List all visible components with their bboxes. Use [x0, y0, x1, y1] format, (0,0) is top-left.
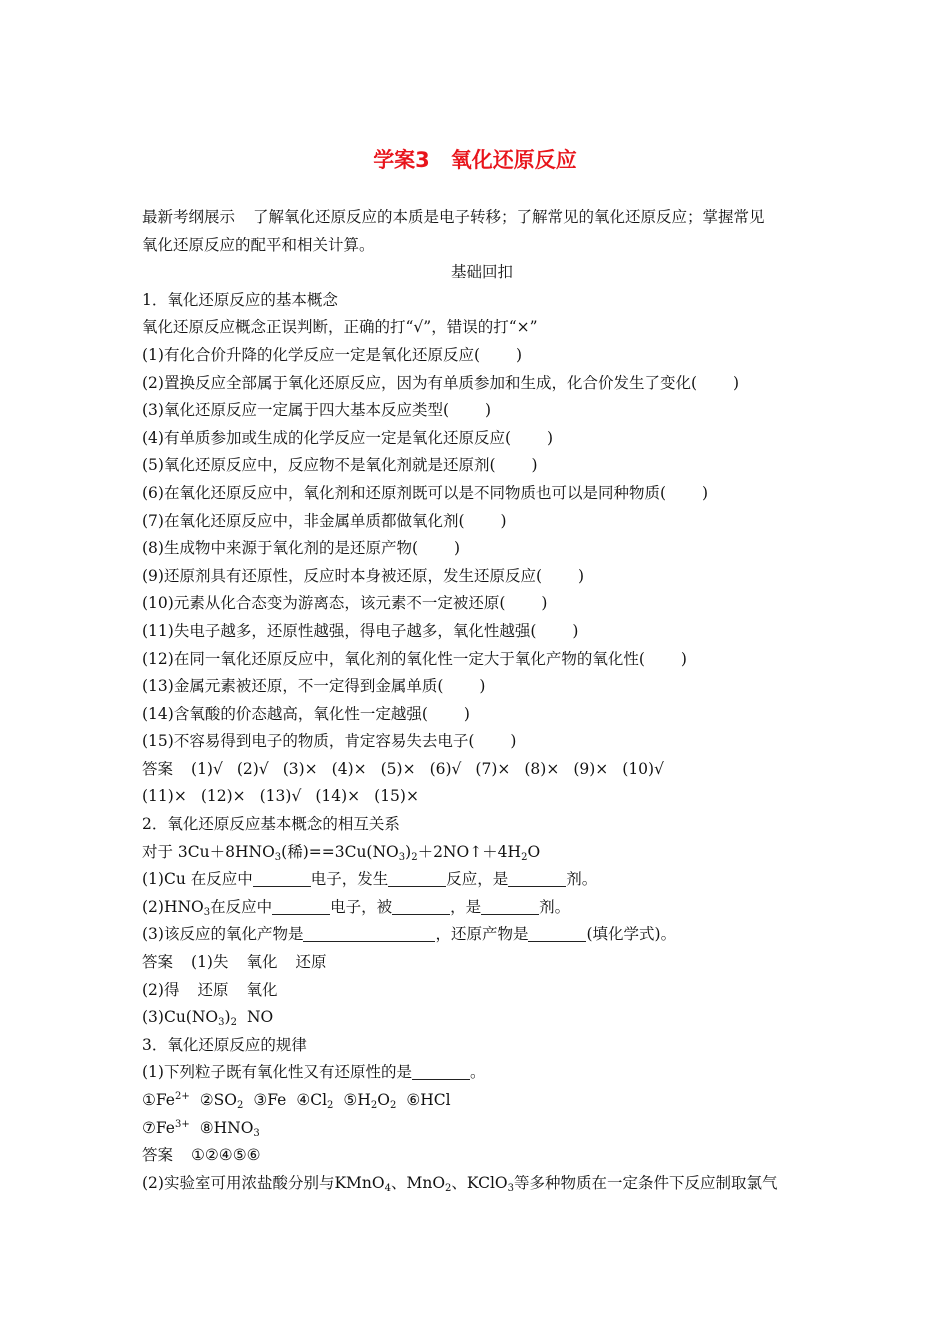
s1-answers-1: [191, 760, 678, 778]
judgment-item: [142, 425, 822, 453]
judgment-item: [142, 673, 822, 701]
judgment-answer: (3)×: [282, 759, 318, 778]
q-text: 等多种物质在一定条件下反应制取氯气: [514, 1173, 778, 1192]
judgment-answer: (4)×: [331, 759, 367, 778]
answer-blank[interactable]: [272, 897, 330, 915]
answer-sub: 2: [230, 1017, 237, 1029]
particle-sub: 2: [389, 1100, 397, 1111]
s2-question-2: [142, 894, 822, 922]
close-paren: ): [463, 704, 470, 723]
q-sub: 3: [507, 1182, 514, 1194]
particle: ⑧HNO: [199, 1118, 254, 1137]
answer-value: NO: [246, 1008, 274, 1027]
eq-sub: 2: [411, 851, 418, 863]
answer-sub: 3: [218, 1017, 225, 1029]
eq-part: 对于 3Cu＋8HNO: [142, 842, 275, 861]
eq-part: (稀)==3Cu(NO: [281, 842, 399, 861]
q-text: (1)Cu 在反应中: [142, 870, 253, 889]
judgment-item: [142, 508, 822, 536]
judgment-item-text: (5)氧化还原反应中，反应物不是氧化剂就是还原剂(: [142, 456, 496, 475]
q-text: (2)实验室可用浓盐酸分别与KMnO: [142, 1173, 385, 1192]
judgment-item: [142, 563, 822, 591]
answer-value: 氧化: [246, 980, 278, 999]
judgment-item: [142, 452, 822, 480]
answer-blank[interactable]: [508, 869, 566, 887]
s3-answer: [142, 1142, 822, 1170]
q-text: (1)下列粒子既有氧化性又有还原性的是: [142, 1063, 412, 1082]
q-text: 、MnO: [390, 1173, 446, 1192]
judgment-item: [142, 618, 822, 646]
close-paren: ): [541, 594, 548, 613]
close-paren: ): [516, 345, 523, 364]
answer-value: (2)得: [142, 980, 180, 999]
judgment-item-text: (15)不容易得到电子的物质，肯定容易失去电子(: [142, 732, 475, 751]
q-text: ，还原产物是: [435, 925, 529, 944]
close-paren: ): [733, 373, 740, 392]
eq-sub: 3: [398, 851, 406, 863]
judgment-answer: (10)√: [622, 759, 664, 778]
judgment-answer: (12)×: [200, 787, 246, 806]
close-paren: ): [578, 566, 585, 585]
particle-sub: 2: [370, 1100, 378, 1111]
close-paren: ): [500, 511, 507, 530]
q-text: (填化学式)。: [586, 925, 677, 944]
close-paren: ): [510, 732, 517, 751]
judgment-item-text: (2)置换反应全部属于氧化还原反应，因为有单质参加和生成，化合价发生了变化(: [142, 373, 698, 392]
judgment-item: [142, 397, 822, 425]
s2-answer-1: [142, 949, 822, 977]
q-text: 剂。: [539, 897, 571, 916]
judgment-item: [142, 342, 822, 370]
judgment-answer: (7)×: [475, 759, 511, 778]
answer-blank[interactable]: [392, 897, 450, 915]
judgment-answer: (13)√: [259, 787, 302, 806]
q-text: 、KClO: [451, 1173, 508, 1192]
particle-sup: 3+: [174, 1118, 190, 1130]
q-text: ，是: [450, 897, 482, 916]
s1-heading: 1．氧化还原反应的基本概念: [142, 290, 338, 309]
judgment-item: [142, 535, 822, 563]
s1-answer-row-2: [142, 783, 822, 811]
s3-question-1: [142, 1059, 822, 1087]
judgment-item-text: (12)在同一氧化还原反应中，氧化剂的氧化性一定大于氧化产物的氧化性(: [142, 649, 645, 668]
judgment-answer: (15)×: [374, 787, 419, 806]
particle: ⑥HCl: [406, 1091, 451, 1109]
q-sub: 3: [203, 906, 211, 918]
judgment-item-text: (7)在氧化还原反应中，非金属单质都做氧化剂(: [142, 511, 465, 530]
answer-value: ①②④⑤⑥: [191, 1146, 261, 1165]
particle-sub: 2: [327, 1100, 334, 1111]
judgment-item: [142, 646, 822, 674]
particle-sub: 2: [236, 1100, 244, 1111]
judgment-item: [142, 480, 822, 508]
particle: ⑦Fe: [142, 1118, 175, 1137]
judgment-answer: (6)√: [429, 759, 462, 778]
close-paren: ): [547, 428, 554, 447]
s1-item-list: [142, 342, 822, 756]
particle: ③Fe: [253, 1091, 287, 1109]
judgment-answer: (14)×: [315, 787, 361, 806]
q-text: 电子，被: [330, 897, 393, 916]
s2-answer-label: 答案: [142, 953, 174, 972]
s2-heading: 2．氧化还原反应基本概念的相互关系: [142, 815, 400, 834]
close-paren: ): [531, 456, 538, 475]
judgment-item-text: (3)氧化还原反应一定属于四大基本反应类型(: [142, 401, 450, 420]
judgment-item-text: (9)还原剂具有还原性，反应时本身被还原，发生还原反应(: [142, 566, 543, 585]
judgment-answer: (8)×: [524, 759, 560, 778]
q-text: (3)该反应的氧化产物是: [142, 925, 304, 944]
judgment-item: [142, 590, 822, 618]
answer-blank[interactable]: [528, 924, 586, 942]
judgment-item-text: (14)含氧酸的价态越高，氧化性一定越强(: [142, 704, 428, 723]
judgment-item-text: (4)有单质参加或生成的化学反应一定是氧化还原反应(: [142, 428, 512, 447]
s2-question-3: [142, 921, 822, 949]
eq-sub: 2: [521, 851, 528, 863]
judgment-answer: (11)×: [142, 787, 187, 806]
q-text: 反应，是: [446, 870, 509, 889]
particle-sup: 2+: [174, 1091, 190, 1102]
s2-answer-2: [142, 977, 822, 1005]
s2-equation: [142, 839, 822, 867]
page-title: 学案3 氧化还原反应: [373, 148, 577, 172]
answer-blank[interactable]: [303, 924, 435, 942]
answer-value: (1)失: [191, 953, 229, 972]
close-paren: ): [454, 539, 461, 558]
particle: ①Fe: [142, 1091, 175, 1109]
answer-blank[interactable]: [253, 869, 311, 887]
answer-value: 氧化: [246, 953, 278, 972]
intro-label: 最新考纲展示: [142, 208, 236, 226]
judgment-item-text: (1)有化合价升降的化学反应一定是氧化还原反应(: [142, 345, 481, 364]
eq-sub: 3: [274, 851, 282, 863]
s3-particles-2: [142, 1115, 822, 1143]
judgment-item: [142, 701, 822, 729]
answer-value: (3)Cu(NO: [142, 1008, 219, 1027]
q-sub: 2: [445, 1182, 452, 1194]
judgment-answer: (9)×: [573, 759, 609, 778]
judgment-item-text: (6)在氧化还原反应中，氧化剂和还原剂既可以是不同物质也可以是同种物质(: [142, 483, 667, 502]
close-paren: ): [702, 483, 709, 502]
judgment-item-text: (11)失电子越多，还原性越强，得电子越多，氧化性越强(: [142, 621, 537, 640]
judgment-answer: (2)√: [236, 759, 269, 778]
answer-value: ): [224, 1008, 231, 1027]
judgment-item: [142, 370, 822, 398]
s1-answer-label: 答案: [142, 759, 174, 778]
close-paren: ): [479, 677, 486, 696]
s3-question-2: [142, 1170, 822, 1198]
eq-part: ＋2NO↑＋4H: [417, 842, 522, 861]
answer-value: 还原: [197, 980, 229, 999]
eq-part: O: [527, 842, 541, 861]
intro-line-1: [142, 204, 822, 232]
q-text: 。: [469, 1063, 486, 1082]
particle-sub: 3: [253, 1127, 260, 1139]
q-text: 电子，发生: [310, 870, 389, 889]
s3-particles-1: [142, 1087, 822, 1115]
judgment-item-text: (8)生成物中来源于氧化剂的是还原产物(: [142, 539, 419, 558]
q-sub: 4: [384, 1182, 391, 1194]
close-paren: ): [485, 401, 492, 420]
particle: O: [377, 1091, 390, 1109]
q-text: 剂。: [566, 870, 598, 889]
judgment-item: [142, 728, 822, 756]
judgment-item-text: (13)金属元素被还原，不一定得到金属单质(: [142, 677, 444, 696]
close-paren: ): [572, 621, 579, 640]
intro-line-2: 氧化还原反应的配平和相关计算。: [142, 235, 375, 254]
document-body: [142, 204, 822, 1197]
answer-blank[interactable]: [412, 1062, 470, 1080]
answer-value: 还原: [295, 953, 327, 972]
particle: ⑤H: [343, 1091, 371, 1109]
judgment-answer: (5)×: [380, 759, 416, 778]
answer-blank[interactable]: [481, 897, 539, 915]
judgment-answer: (1)√: [191, 759, 223, 778]
intro-text-1: 了解氧化还原反应的本质是电子转移；了解常见的氧化还原反应；掌握常见: [253, 208, 765, 226]
q-text: (2)HNO: [142, 897, 204, 916]
answer-blank[interactable]: [388, 869, 446, 887]
particle: ②SO: [199, 1091, 237, 1109]
s3-heading: 3．氧化还原反应的规律: [142, 1035, 307, 1054]
s3-answer-label: 答案: [142, 1146, 174, 1165]
q-text: 在反应中: [210, 897, 273, 916]
s1-answer-row-1: [142, 756, 822, 784]
s2-question-1: [142, 866, 822, 894]
close-paren: ): [680, 649, 687, 668]
particle: ④Cl: [296, 1091, 328, 1109]
s1-instruction: 氧化还原反应概念正误判断，正确的打“√”，错误的打“×”: [142, 318, 538, 337]
s2-answer-3: [142, 1004, 822, 1032]
eq-part: ): [405, 842, 412, 861]
section-heading: 基础回扣: [450, 263, 513, 282]
judgment-item-text: (10)元素从化合态变为游离态，该元素不一定被还原(: [142, 594, 506, 613]
